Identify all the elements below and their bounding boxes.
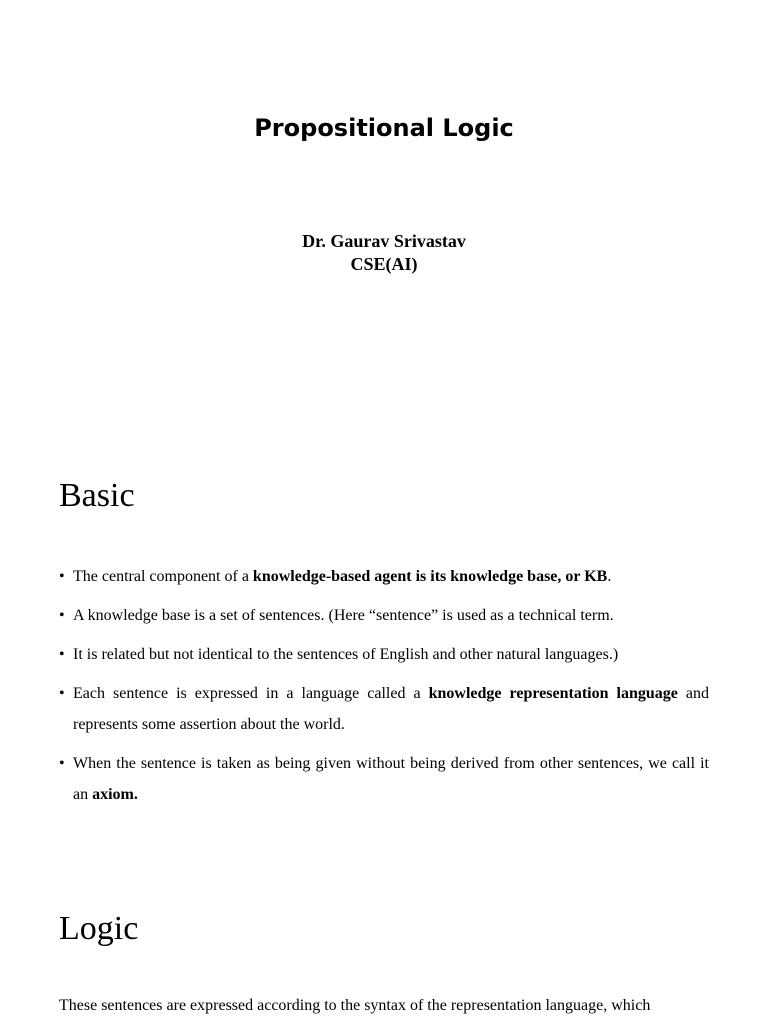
- bullet-item: [59, 600, 709, 631]
- bullet-item: [59, 639, 709, 670]
- author-block: [0, 230, 768, 276]
- bullet-dot-icon: •: [59, 755, 65, 772]
- bullet-text: It is related but not identical to the sentences of English and other natural languages.): [73, 646, 619, 663]
- bullet-text: When the sentence is taken as being given without being derived from other sentences, we call it an: [73, 755, 709, 803]
- bullet-dot-icon: •: [59, 685, 65, 702]
- bullet-dot-icon: •: [59, 568, 65, 585]
- bullet-dot-icon: •: [59, 607, 65, 624]
- author-department: CSE(AI): [350, 254, 418, 274]
- bullet-bold-text: knowledge representation language: [428, 685, 678, 702]
- bullet-text: and represents some assertion about the world.: [73, 685, 709, 733]
- bullet-dot-icon: •: [59, 646, 65, 663]
- logic-paragraph: These sentences are expressed according to the syntax of the representation language, which: [59, 997, 651, 1014]
- bullet-bold-text: axiom.: [92, 786, 138, 803]
- bullet-bold-text: knowledge-based agent is its knowledge base, or KB: [252, 568, 608, 585]
- bullet-text: A knowledge base is a set of sentences. (Here “sentence” is used as a technical term.: [73, 607, 614, 624]
- author-name: Dr. Gaurav Srivastav: [302, 231, 466, 251]
- bullet-text: .: [607, 568, 612, 585]
- bullet-text: The central component of a: [73, 568, 253, 585]
- bullet-item: [59, 748, 709, 810]
- basic-bullet-list: [59, 561, 709, 818]
- section-heading-basic: Basic: [59, 477, 135, 514]
- bullet-text: Each sentence is expressed in a language called a: [73, 685, 429, 702]
- bullet-item: [59, 561, 709, 592]
- slide-title: Propositional Logic: [254, 114, 514, 142]
- section-heading-logic: Logic: [59, 910, 139, 947]
- bullet-item: [59, 678, 709, 740]
